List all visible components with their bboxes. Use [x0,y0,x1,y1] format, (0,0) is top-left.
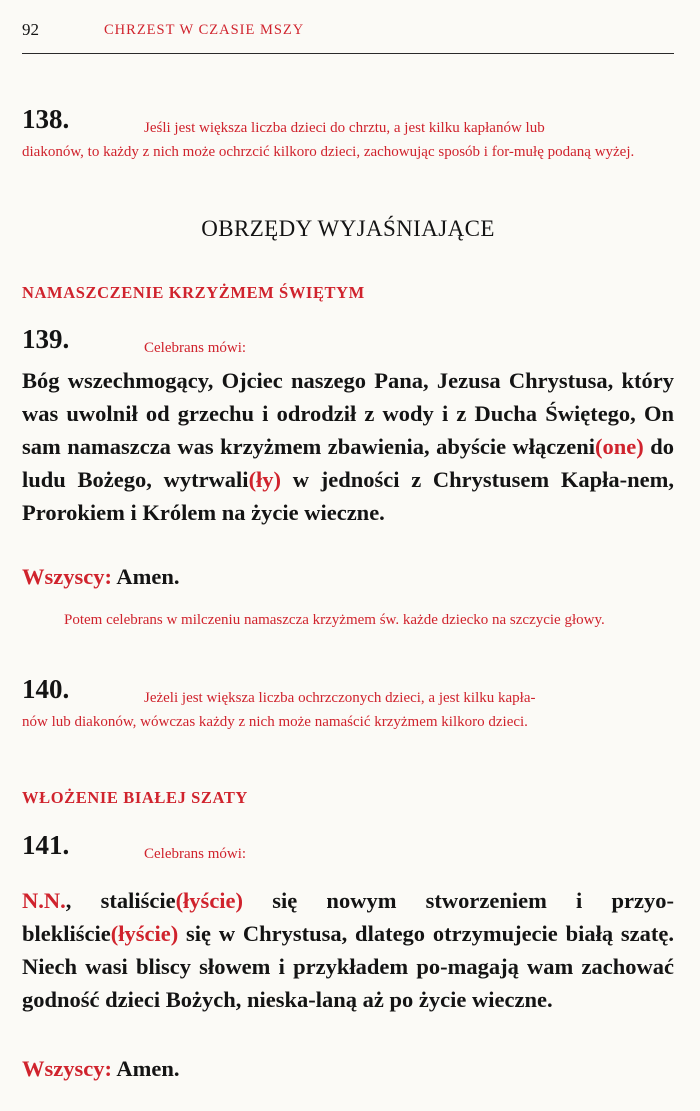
page-number: 92 [22,20,39,39]
name-placeholder: N.N. [22,888,66,913]
paragraph-139 [22,324,674,529]
prayer-part: w jedności z Chrystusem Kapła-nem, Prorokiem i Królem na życie wieczne. [22,467,674,525]
prayer-part: Bóg wszechmogący, Ojciec naszego Pana, Jezusa Chrystusa, który was uwolnił od grzechu i odrodził z wody i z Ducha Świętego, On sam namaszcza was krzyżmem zbawienia, abyście włączeni [22,368,674,459]
rubric-line: Jeżeli jest większa liczba ochrzczonych dzieci, a jest kilku kapła- [144,690,536,706]
paragraph-138 [22,104,674,164]
response-speaker: Wszyscy: [22,1056,112,1081]
rubric-text: diakonów, to każdy z nich może ochrzcić kilkoro dzieci, zachowując sposób i for-mułę podaną wyżej. [22,144,635,160]
prayer-part: się nowym stworzeniem i przyo-blekliście [22,888,674,946]
gender-variant: (ły) [248,467,282,492]
gender-variant: (łyście) [110,921,179,946]
response-text: Amen. [116,564,180,589]
prayer-text [22,884,674,1016]
paragraph-140 [22,674,674,734]
response-amen-1 [22,560,674,593]
prayer-part: się w Chrystusa, dlatego otrzymujecie białą szatę. Niech wasi bliscy słowem i przykładem po-magają wam zachować godność dzieci Bożych, nieska-laną aż po życie wieczne. [22,921,674,1012]
rubric-line: Jeśli jest większa liczba dzieci do chrztu, a jest kilku kapłanów lub [144,120,545,136]
section-title-white-garment: WŁOŻENIE BIAŁEJ SZATY [22,788,248,807]
prayer-part: do ludu Bożego, wytrwali [22,434,675,492]
section-title-anointing: NAMASZCZENIE KRZYŻMEM ŚWIĘTYM [22,283,365,302]
gender-variant: (one) [595,434,644,459]
rubric-celebrant-says: Celebrans mówi: [144,846,247,862]
paragraph-141 [22,830,674,1016]
paragraph-number: 138. [22,104,70,134]
response-speaker: Wszyscy: [22,564,112,589]
prayer-part: , staliście [65,888,176,913]
paragraph-number: 140. [22,674,70,704]
running-title: CHRZEST W CZASIE MSZY [104,22,305,38]
rubric-text: nów lub diakonów, wówczas każdy z nich może namaścić krzyżmem kilkoro dzieci. [22,714,528,730]
page-header [22,20,672,44]
paragraph-number: 141. [22,830,70,860]
response-amen-2 [22,1052,674,1085]
response-text: Amen. [116,1056,180,1081]
paragraph-number: 139. [22,324,70,354]
rubric-celebrant-says: Celebrans mówi: [144,340,247,356]
main-heading: OBRZĘDY WYJAŚNIAJĄCE [201,216,495,241]
gender-variant: (łyście) [175,888,244,913]
rubric-anointing: Potem celebrans w milczeniu namaszcza krzyżmem św. każde dziecko na szczycie głowy. [64,612,605,628]
header-rule [22,53,674,54]
prayer-text [22,364,674,529]
